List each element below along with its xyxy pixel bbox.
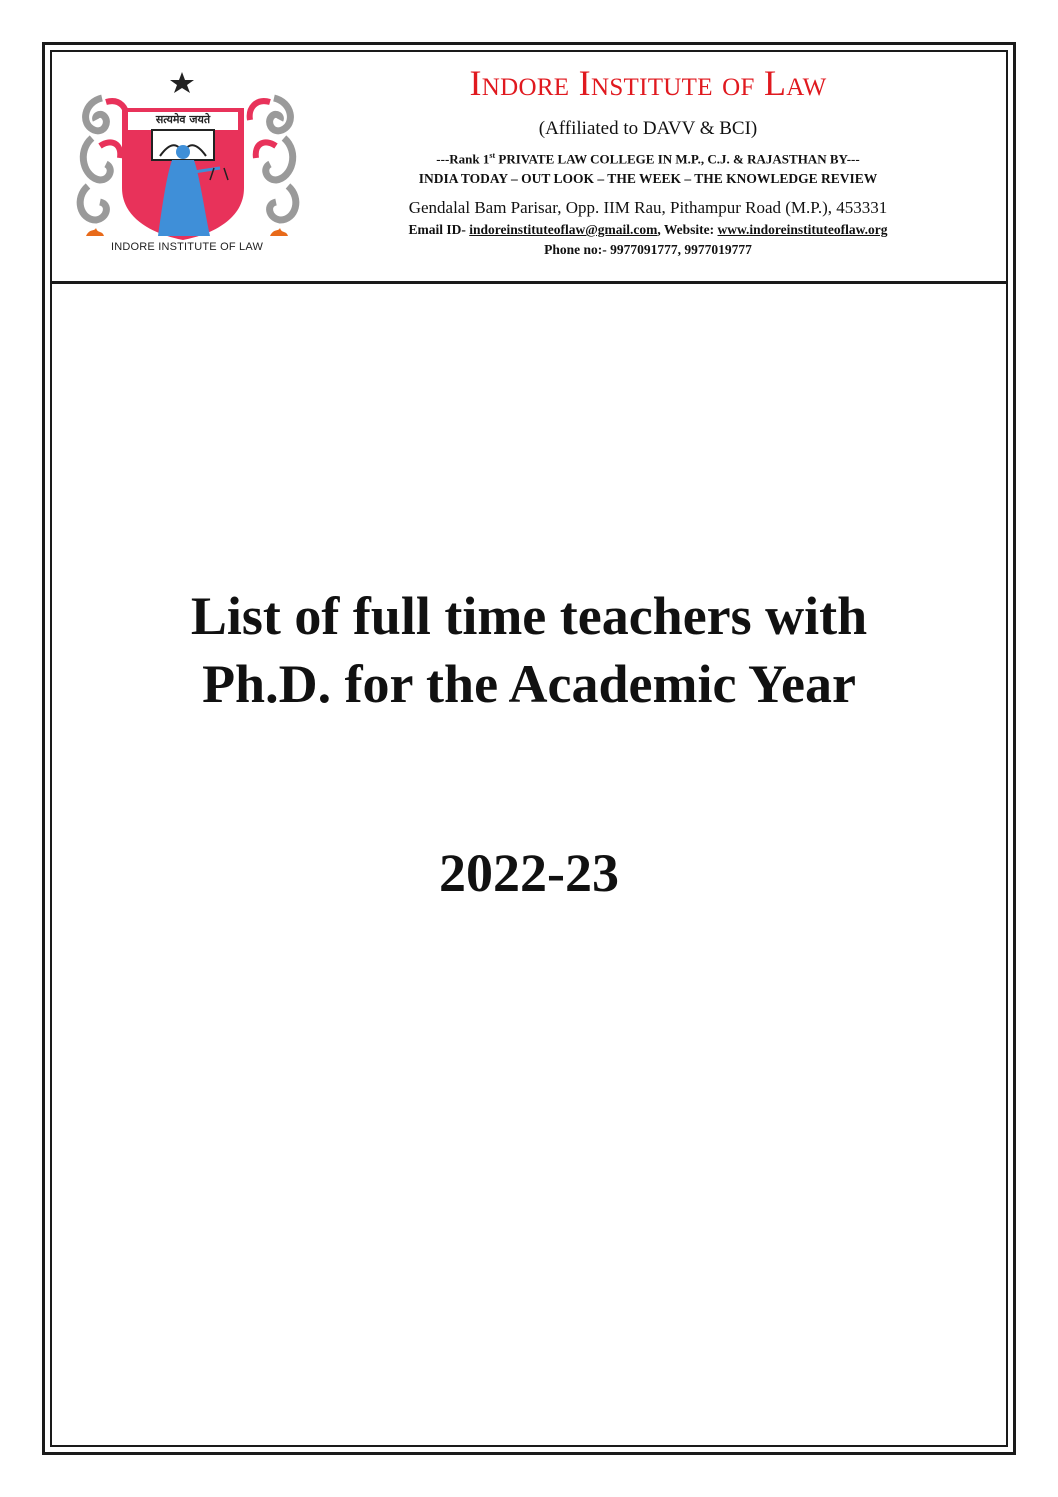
rank-ordinal: st bbox=[489, 151, 496, 160]
institute-name: Indore Institute of Law bbox=[469, 63, 827, 103]
header-divider bbox=[52, 281, 1006, 284]
address-line: Gendalal Bam Parisar, Opp. IIM Rau, Pithampur Road (M.P.), 453331 bbox=[408, 198, 888, 217]
email-label: Email ID- bbox=[408, 222, 470, 237]
document-title bbox=[60, 582, 998, 718]
email-link[interactable]: indoreinstituteoflaw@gmail.com bbox=[469, 222, 658, 237]
phone-line: Phone no:- 9977091777, 9977019777 bbox=[544, 242, 752, 257]
rank-suffix: PRIVATE LAW COLLEGE IN M.P., C.J. & RAJASTHAN BY--- bbox=[495, 151, 860, 167]
website-label: , Website: bbox=[657, 222, 718, 237]
institute-emblem-icon bbox=[74, 68, 302, 266]
title-line-2: Ph.D. for the Academic Year bbox=[202, 654, 856, 714]
logo-caption: INDORE INSTITUTE OF LAW bbox=[110, 241, 264, 253]
website-link[interactable]: www.indoreinstituteoflaw.org bbox=[717, 222, 888, 237]
affiliation-line: (Affiliated to DAVV & BCI) bbox=[538, 118, 758, 139]
rank-line bbox=[312, 151, 984, 167]
logo-motto: सत्यमेव जयते bbox=[155, 113, 211, 126]
rank-prefix: ---Rank 1 bbox=[436, 151, 490, 167]
contact-line bbox=[300, 222, 996, 238]
title-line-1: List of full time teachers with bbox=[190, 586, 868, 646]
rankers-line: INDIA TODAY – OUT LOOK – THE WEEK – THE KNOWLEDGE REVIEW bbox=[418, 171, 878, 186]
academic-year: 2022-23 bbox=[439, 843, 619, 903]
institute-logo bbox=[74, 68, 302, 266]
